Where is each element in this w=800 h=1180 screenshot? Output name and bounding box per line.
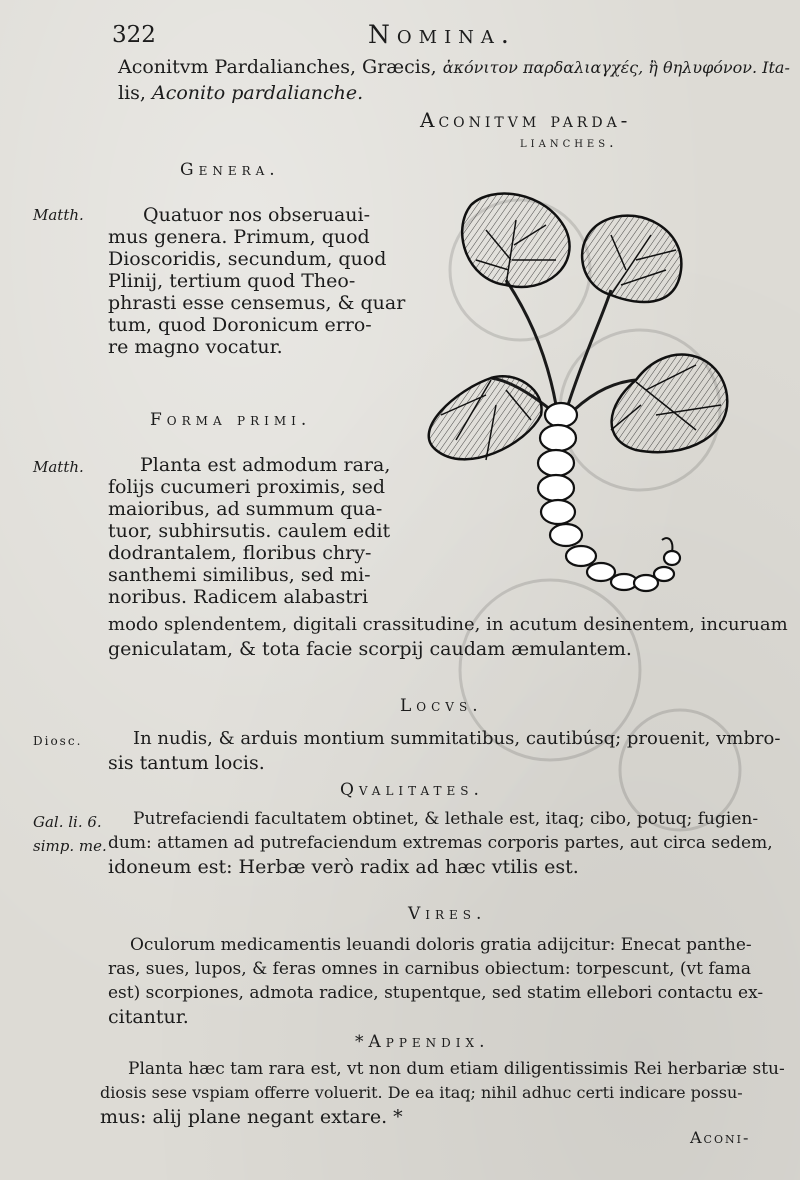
forma-line: santhemi similibus, sed mi- — [108, 564, 371, 586]
genera-line: tum, quod Doronicum erro- — [108, 314, 372, 336]
forma-line: folijs cucumeri proximis, sed — [108, 476, 386, 498]
vires-heading: Vires. — [408, 904, 487, 924]
appendix-line: mus: alij plane negant extare. * — [100, 1106, 403, 1128]
qualitates-heading: Qvalitates. — [340, 780, 484, 800]
forma-line: noribus. Radicem alabastri — [108, 586, 369, 608]
nomina-line-2 — [118, 82, 363, 104]
appendix-line: Planta hæc tam rara est, vt non dum etiam diligentissimis Rei herbariæ stu- — [128, 1059, 785, 1079]
aconitum-woodcut-illustration — [396, 190, 736, 610]
running-head: Nomina. — [368, 20, 516, 49]
vires-line: ras, sues, lupos, & feras omnes in carnibus obiectum: torpescunt, (vt fama — [108, 959, 752, 979]
locus-line: sis tantum locis. — [108, 752, 265, 774]
forma-line: maioribus, ad summum qua- — [108, 498, 383, 520]
qualitates-line: dum: attamen ad putrefaciendum extremas corporis partes, aut circa sedem, — [108, 833, 773, 853]
genera-line: Quatuor nos obseruaui- — [143, 204, 371, 226]
qualitates-margin-note-2: simp. me. — [33, 837, 107, 855]
genera-heading: Genera. — [180, 160, 280, 180]
catchword: Aconi- — [690, 1128, 751, 1147]
qualitates-line: Putrefaciendi facultatem obtinet, & lethale est, itaq; cibo, potuq; fugien- — [133, 809, 759, 829]
nomina-latin: Aconitvm Pardalianches, Græcis, — [118, 56, 437, 78]
nomina-line2-prefix: lis, — [118, 82, 146, 104]
forma-margin-note: Matth. — [33, 458, 84, 476]
appendix-line: diosis sese vspiam offerre voluerit. De ea itaq; nihil adhuc certi indicare possu- — [100, 1083, 743, 1102]
plant-title-line-1: Aconitvm parda- — [420, 108, 632, 132]
forma-line: tuor, subhirsutis. caulem edit — [108, 520, 391, 542]
nomina-line-1 — [118, 56, 790, 78]
locus-line: In nudis, & arduis montium summitatibus, cautibúsq; prouenit, vmbro- — [133, 728, 781, 749]
locus-heading: Locvs. — [400, 696, 483, 716]
qualitates-line: idoneum est: Herbæ verò radix ad hæc vtilis est. — [108, 856, 579, 878]
genera-line: mus genera. Primum, quod — [108, 226, 370, 248]
page-number: 322 — [112, 22, 156, 48]
genera-line: phrasti esse censemus, & quar — [108, 292, 406, 314]
vires-line: est) scorpiones, admota radice, stupentque, sed statim ellebori contactu ex- — [108, 983, 764, 1003]
genera-line: Plinij, tertium quod Theo- — [108, 270, 356, 292]
genera-line: Dioscoridis, secundum, quod — [108, 248, 387, 270]
nomina-greek: ἀκόνιτον παρδαλιαγχές, ἢ θηλυφόνον. Ita- — [442, 58, 790, 77]
nomina-italian: Aconito pardalianche. — [152, 82, 364, 104]
genera-margin-note: Matth. — [33, 206, 84, 224]
qualitates-margin-note-1: Gal. li. 6. — [33, 813, 102, 831]
forma-heading: Forma primi. — [150, 410, 312, 430]
locus-margin-note: Diosc. — [33, 734, 83, 748]
forma-line: Planta est admodum rara, — [140, 454, 391, 476]
plant-title-line-2: lianches. — [520, 135, 618, 151]
forma-line: modo splendentem, digitali crassitudine, in acutum desinentem, incuruam — [108, 614, 788, 635]
forma-line: geniculatam, & tota facie scorpij caudam æmulantem. — [108, 638, 632, 660]
vires-line: citantur. — [108, 1006, 189, 1028]
genera-line: re magno vocatur. — [108, 336, 283, 358]
vires-line: Oculorum medicamentis leuandi doloris gratia adijcitur: Enecat panthe- — [130, 935, 752, 955]
appendix-heading: *Appendix. — [355, 1032, 490, 1052]
forma-line: dodrantalem, floribus chry- — [108, 542, 372, 564]
